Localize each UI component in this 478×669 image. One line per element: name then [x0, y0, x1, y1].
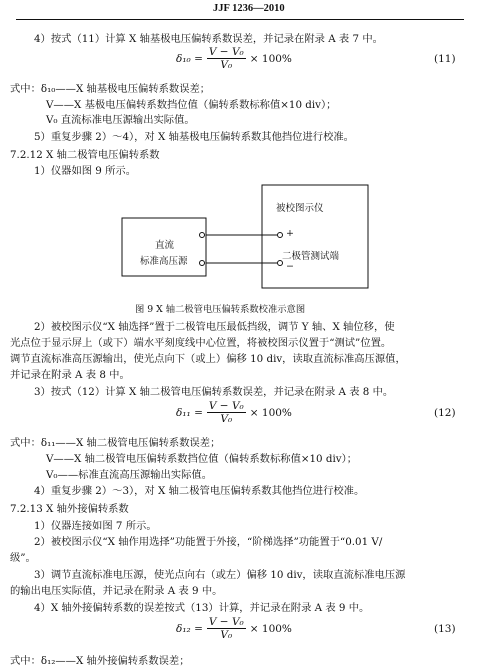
source-terminal-top: [200, 233, 205, 238]
formula-12-rest: × 100%: [249, 406, 292, 419]
formula-11-rest: × 100%: [249, 52, 292, 65]
step-5-text: 5）重复步骤 2）～4），对 X 轴基极电压偏转系数其他挡位进行校准。: [34, 131, 354, 143]
formula-11: δ₁₀ = $\frac{\text{V − V₀}}{\text{V₀}}$ × 100%: [176, 46, 292, 71]
section-7-2-13-step-2-line-1: 2）被校图示仪“X 轴作用选择”功能置于外接，“阶梯选择”功能置于“0.01 V/: [34, 536, 383, 548]
formula-13-denominator: V₀: [220, 629, 233, 641]
section-heading-7-2-12: 7.2.12 X 轴二极管电压偏转系数: [10, 149, 160, 161]
section-7-2-12-step-1: 1）仪器如图 9 所示。: [34, 165, 137, 177]
where-13-line-1: 式中：δ₁₂——X 轴外接偏转系数误差；: [10, 655, 190, 667]
step-4-text: 4）按式（11）计算 X 轴基极电压偏转系数误差，并记录在附录 A 表 7 中。: [34, 33, 383, 45]
plus-label: +: [286, 228, 294, 239]
minus-label: −: [286, 261, 294, 272]
formula-11-numerator: V − V₀: [208, 46, 244, 58]
instrument-terminal-plus: [278, 233, 283, 238]
formula-13-rest: × 100%: [249, 622, 292, 635]
section-7-2-13-step-3-line-2: 的输出电压实际值，并记录在附录 A 表 9 中。: [10, 585, 223, 597]
formula-12: δ₁₁ = $\frac{\text{V − V₀}}{\text{V₀}}$ × 100%: [176, 400, 292, 425]
formula-13-lhs: δ₁₂: [176, 622, 191, 635]
formula-12-fraction: [207, 400, 246, 425]
where-line-2: V——X 基极电压偏转系数挡位值（偏转系数标称值×10 div）；: [46, 99, 337, 111]
formula-13-number: (13): [434, 623, 456, 635]
figure-9-caption: 图 9 X 轴二极管电压偏转系数校准示意图: [135, 304, 306, 315]
formula-12-lhs: δ₁₁: [176, 406, 191, 419]
where-line-3: V₀ 直流标准电压源输出实际值。: [46, 114, 195, 126]
formula-11-fraction: [207, 46, 246, 71]
formula-11-lhs: δ₁₀: [176, 52, 191, 65]
instrument-title: 被校图示仪: [276, 203, 324, 214]
where-12-line-2: V——X 轴二极管电压偏转系数挡位值（偏转系数标称值×10 div）；: [46, 453, 358, 465]
formula-11-denominator: V₀: [220, 59, 233, 71]
para-2-line-3: 调节直流标准高压源输出，使光点向下（或上）偏移 10 div，读取直流标准高压源值，: [10, 353, 406, 365]
section-7-2-13-step-4: 4）X 轴外接偏转系数的误差按式（13）计算，并记录在附录 A 表 9 中。: [34, 602, 370, 614]
terminal-label: 二极管测试端: [282, 251, 340, 262]
source-terminal-bottom: [200, 261, 205, 266]
where-12-line-1: 式中：δ₁₁——X 轴二极管电压偏转系数误差；: [10, 437, 221, 449]
formula-12-numerator: V − V₀: [208, 400, 244, 412]
where-12-line-3: V₀——标准直流高压源输出实际值。: [46, 469, 213, 481]
section-7-2-13-step-2-line-2: 级”。: [10, 552, 36, 564]
page-header: JJF 1236—2010: [213, 3, 285, 14]
header-rule: [16, 19, 464, 20]
formula-12-denominator: V₀: [220, 413, 233, 425]
para-2-line-4: 并记录在附录 A 表 8 中。: [10, 369, 130, 381]
figure-9-diagram: [100, 180, 400, 300]
formula-11-number: (11): [434, 53, 456, 65]
source-label-line-1: 直流: [155, 240, 175, 251]
section-7-2-13-step-3-line-1: 3）调节直流标准电压源，使光点向右（或左）偏移 10 div，读取直流标准电压源: [34, 569, 406, 581]
source-label-line-2: 标准高压源: [140, 256, 188, 267]
formula-12-number: (12): [434, 407, 456, 419]
para-2-line-2: 光点位于显示屏上（或下）端水平刻度线中心位置，将被校图示仪置于“测试”位置。: [10, 337, 392, 349]
formula-13-fraction: [207, 616, 246, 641]
formula-13-numerator: V − V₀: [208, 616, 244, 628]
para-3: 3）按式（12）计算 X 轴二极管电压偏转系数误差，并记录在附录 A 表 8 中。: [34, 386, 394, 398]
formula-13: δ₁₂ = $\frac{\text{V − V₀}}{\text{V₀}}$ × 100%: [176, 616, 292, 641]
para-4: 4）重复步骤 2）～3），对 X 轴二极管电压偏转系数其他挡位进行校准。: [34, 485, 365, 497]
where-line-1: 式中：δ₁₀——X 轴基极电压偏转系数误差；: [10, 83, 211, 95]
section-7-2-13-step-1: 1）仪器连接如图 7 所示。: [34, 520, 157, 532]
section-heading-7-2-13: 7.2.13 X 轴外接偏转系数: [10, 503, 129, 515]
para-2-line-1: 2）被校图示仪“X 轴选择”置于二极管电压最低挡级，调节 Y 轴、X 轴位移，使: [34, 321, 395, 333]
